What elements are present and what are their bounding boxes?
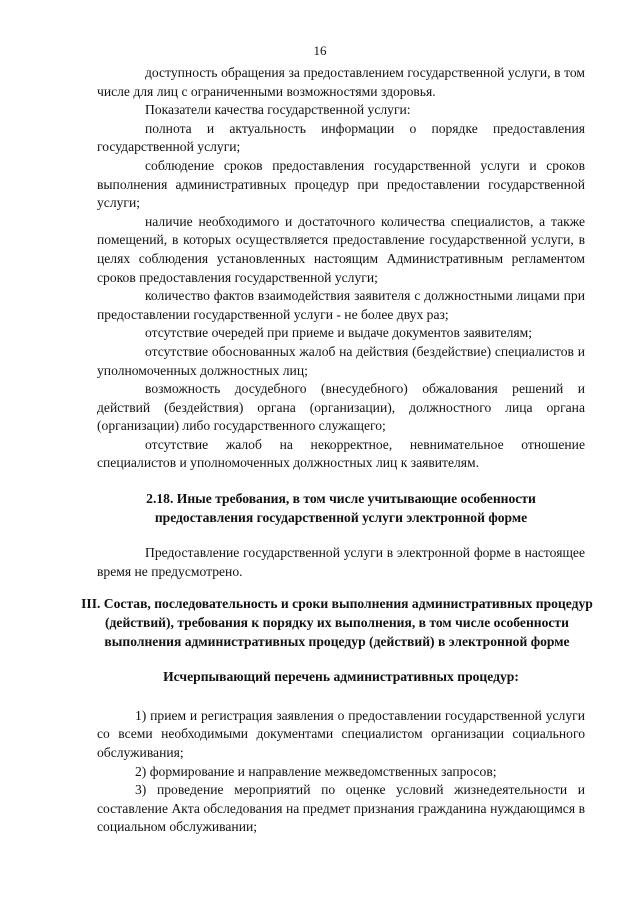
paragraph: Предоставление государственной услуги в электронной форме в настоящее время не предусмотрено. — [97, 545, 585, 579]
document-body — [81, 64, 593, 837]
section-heading-3: III. Состав, последовательность и сроки выполнения административных процедур (действий), требования к порядку их выполнения, в том числе особенности выполнения административных процедур (действий) в электронной форме — [81, 596, 593, 649]
page-number: 16 — [313, 43, 327, 58]
list-item: 1) прием и регистрация заявления о предоставлении государственной услуги со всеми необходимыми документами специалистом организации социального обслуживания; — [97, 707, 585, 760]
section-heading-2-18: 2.18. Иные требования, в том числе учитывающие особенности предоставления государственной услуги электронной форме — [146, 491, 536, 525]
paragraph: Показатели качества государственной услуги: — [145, 102, 411, 118]
paragraph: отсутствие жалоб на некорректное, невнимательное отношение специалистов и уполномоченных должностных лиц к заявителям. — [97, 436, 585, 471]
paragraph: отсутствие очередей при приеме и выдаче документов заявителям; — [145, 325, 532, 341]
procedures-list-heading: Исчерпывающий перечень административных процедур: — [163, 669, 519, 685]
paragraph: соблюдение сроков предоставления государственной услуги и сроков выполнения административных процедур при предоставлении государственной услуги; — [97, 157, 585, 211]
list-item: 2) формирование и направление межведомственных запросов; — [135, 763, 497, 779]
paragraph: наличие необходимого и достаточного количества специалистов, а также помещений, в которых осуществляется предоставление государственной услуги, в целях соблюдения установленных настоящим Административным регламентом сроков предоставления государственной услуги; — [97, 213, 585, 285]
paragraph: возможность досудебного (внесудебного) обжалования решений и действий (бездействия) органа (организации), должностного лица органа (организации) либо государственного служащего; — [97, 381, 585, 434]
list-item: 3) проведение мероприятий по оценке условий жизнедеятельности и составление Акта обследования на предмет признания гражданина нуждающимся в социальном обслуживании; — [97, 782, 585, 835]
paragraph: отсутствие обоснованных жалоб на действия (бездействие) специалистов и уполномоченных должностных лиц; — [97, 343, 585, 378]
paragraph: полнота и актуальность информации о порядке предоставления государственной услуги; — [97, 120, 585, 155]
paragraph: количество фактов взаимодействия заявителя с должностными лицами при предоставлении государственной услуги - не более двух раз; — [97, 288, 585, 322]
paragraph: доступность обращения за предоставлением государственной услуги, в том числе для лиц с ограниченными возможностями здоровья. — [97, 65, 585, 99]
